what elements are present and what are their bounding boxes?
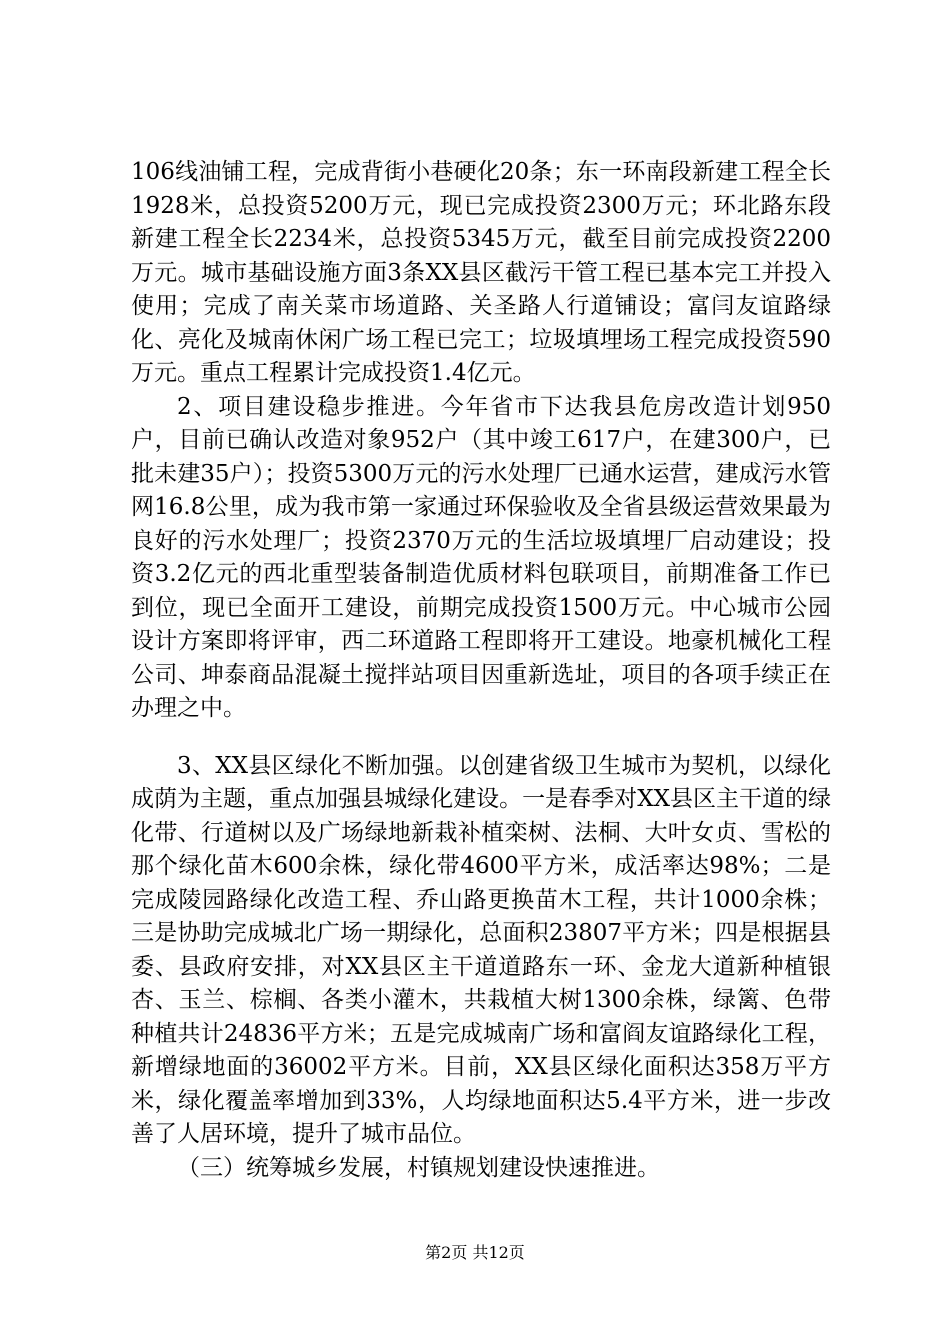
document-body [131,156,831,1185]
paragraph-project-construction: 2、项目建设稳步推进。今年省市下达我县危房改造计划950户，目前已确认改造对象952户（其中竣工617户，在建300户，已批未建35户）；投资5300万元的污水处理厂已通水运营，建成污水管网16.8公里，成为我市第一家通过环保验收及全省县级运营效果最为良好的污水处理厂；投资2370万元的生活垃圾填埋厂启动建设；投资3.2亿元的西北重型装备制造优质材料包联项目，前期准备工作已到位，现已全面开工建设，前期完成投资1500万元。中心城市公园设计方案即将评审，西二环道路工程即将开工建设。地豪机械化工程公司、坤泰商品混凝土搅拌站项目因重新选址，项目的各项手续正在办理之中。 [131,393,831,721]
page-number-footer: 第2页 共12页 [425,1243,525,1262]
paragraph-projects-continued: 106线油铺工程，完成背街小巷硬化20条；东一环南段新建工程全长1928米，总投资5200万元，现已完成投资2300万元；环北路东段新建工程全长2234米，总投资5345万元，截至目前完成投资2200万元。城市基础设施方面3条XX县区截污干管工程已基本完工并投入使用；完成了南关菜市场道路、关圣路人行道铺设；富闫友谊路绿化、亮化及城南休闲广场工程已完工；垃圾填埋场工程完成投资590万元。重点工程累计完成投资1.4亿元。 [131,159,831,386]
paragraph-greening: 3、XX县区绿化不断加强。以创建省级卫生城市为契机，以绿化成荫为主题，重点加强县城绿化建设。一是春季对XX县区主干道的绿化带、行道树以及广场绿地新栽补植栾树、法桐、大叶女贞、雪松的那个绿化苗木600余株，绿化带4600平方米，成活率达98%；二是完成陵园路绿化改造工程、乔山路更换苗木工程，共计1000余株；三是协助完成城北广场一期绿化，总面积23807平方米；四是根据县委、县政府安排，对XX县区主干道道路东一环、金龙大道新种植银杏、玉兰、棕榈、各类小灌木，共栽植大树1300余株，绿篱、色带种植共计24836平方米；五是完成城南广场和富阎友谊路绿化工程，新增绿地面的36002平方米。目前，XX县区绿化面积达358万平方米，绿化覆盖率增加到33%，人均绿地面积达5.4平方米，进一步改善了人居环境，提升了城市品位。 [131,752,831,1147]
section-heading-urban-rural: （三）统筹城乡发展，村镇规划建设快速推进。 [177,1154,660,1181]
